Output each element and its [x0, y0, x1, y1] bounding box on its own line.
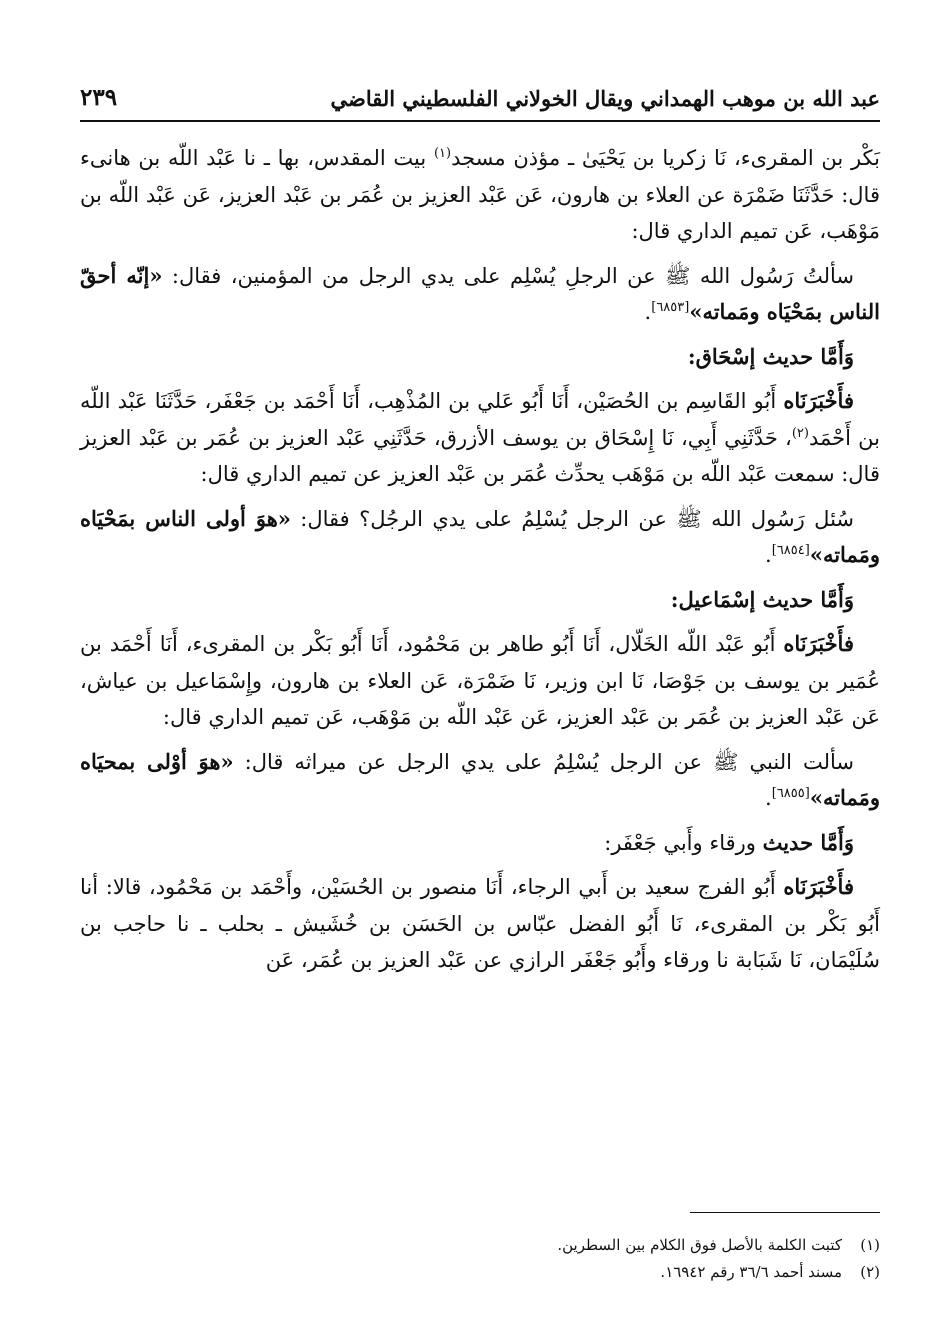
- text-span: سُئل رَسُول الله ﷺ عن الرجل يُسْلِمُ على يدي الرجُل؟ فقال:: [290, 506, 854, 531]
- paragraph-isnad-2: [80, 383, 880, 493]
- text-span: .: [765, 786, 772, 810]
- paragraph-isnad-4: [80, 869, 880, 979]
- lead-word: فأَخْبَرَنَاه: [783, 874, 854, 899]
- main-text: [80, 140, 880, 987]
- hadith-number: [٦٨٥٤]: [771, 543, 810, 558]
- footnotes: [80, 1232, 880, 1286]
- footnote-text: مسند أحمد ٣٦/٦ رقم ١٦٩٤٢.: [660, 1263, 842, 1281]
- text-span: أَبُو عَبْد اللّه الخَلّال، أَنَا أَبُو طاهر بن مَحْمُود، أَنَا أَبُو بَكْر بن المقرىء، أَنَا أَحْمَد بن عُمَير بن يوسف بن جَوْصَا، نَا ابن وزير، نَا ضَمْرَة، عَن العلاء بن هارون، وإِسْمَاعيل بن عياش، عَن عَبْد العزيز بن عُمَر بن عَبْد العزيز، عَن عَبْد اللّه بن مَوْهَب، عَن تميم الداري قال:: [80, 632, 880, 729]
- footnote-text: كتبت الكلمة بالأصل فوق الكلام بين السطرين.: [557, 1236, 842, 1254]
- hadith-quote: «هوَ أولى الناس بمَحْيَاه ومَماته»: [80, 505, 880, 567]
- hadith-quote: «إنّه أحقّ الناس بمَحْيَاه ومَماته»: [80, 262, 880, 324]
- text-span: سألتُ رَسُول الله ﷺ عن الرجلِ يُسْلِم على يدي الرجل من المؤمنين، فقال:: [162, 263, 854, 288]
- footnote-divider: [690, 1212, 880, 1213]
- text-span: بَكْر بن المقرىء، نَا زكريا بن يَحْيَىٰ ـ مؤذن مسجد: [451, 146, 880, 170]
- text-span: ، حَدَّثَنِي أَبِي، نَا إِسْحَاق بن يوسف الأزرق، حَدَّثَنِي عَبْد العزيز بن عُمَر بن عَبْد العزيز قال: سمعت عَبْد اللّه بن مَوْهَب يحدِّث عُمَر بن عَبْد العزيز عن تميم الداري قال:: [80, 425, 880, 486]
- footnote: [80, 1232, 880, 1259]
- footnote-number: (١): [860, 1236, 880, 1254]
- paragraph-isnad-3: [80, 626, 880, 736]
- footnote-ref: (١): [433, 146, 452, 161]
- text-span: .: [644, 300, 652, 324]
- heading-bold: وَأَمَّا حديث: [762, 829, 854, 855]
- lead-word: فأَخْبَرَنَاه: [783, 388, 854, 413]
- footnote-number: (٢): [860, 1263, 880, 1281]
- text-span: .: [765, 543, 772, 567]
- section-heading-warqa: [80, 825, 880, 862]
- footnote: [80, 1259, 880, 1286]
- hadith-number: [٦٨٥٣]: [651, 300, 690, 315]
- text-span: أَبُو القَاسِم بن الحُصَيْن، أَنَا أَبُو عَلي بن المُذْهِب، أَنَا أَحْمَد بن جَعْفَر، حَدَّثَنَا عَبْد اللّه بن أَحْمَد: [80, 389, 880, 450]
- page-header: [80, 82, 880, 122]
- section-heading-ismail: وَأَمَّا حديث إسْمَاعيل:: [670, 586, 854, 612]
- page-number: ٢٣٩: [80, 84, 118, 111]
- text-span: ورقاء وأَبي جَعْفَر:: [604, 830, 763, 855]
- paragraph-hadith-1: [80, 258, 880, 331]
- hadith-number: [٦٨٥٥]: [771, 786, 810, 801]
- running-title: عبد الله بن موهب الهمداني ويقال الخولاني الفلسطيني القاضي: [330, 86, 880, 111]
- paragraph-isnad-1: [80, 140, 880, 250]
- paragraph-hadith-2: [80, 501, 880, 574]
- text-span: أَبُو الفرج سعيد بن أَبي الرجاء، أَنَا منصور بن الحُسَيْن، وأَحْمَد بن مَحْمُود، قالا: أنا أَبُو بَكْر بن المقرىء، نَا أَبُو الفضل عبّاس بن الحَسَن بن خُشَيش ـ بحلب ـ نا حاجب بن سُلَيْمَان، نَا شَبَابة نا ورقاء وأَبُو جَعْفَر الرازي عن عَبْد العزيز بن عُمَر، عَن: [80, 875, 880, 972]
- lead-word: فأَخْبَرَنَاه: [783, 631, 854, 656]
- section-heading-ishaq: وَأَمَّا حديث إسْحَاق:: [687, 343, 854, 369]
- footnote-ref: (٢): [791, 425, 809, 441]
- text-span: بيت المقدس، بها ـ نا عَبْد اللّه بن هانىء قال: حَدَّثَنَا ضَمْرَة عن العلاء بن هارون، عَن عَبْد العزيز بن عُمَر بن عَبْد العزيز، عَن عَبْد اللّه بن مَوْهَب، عَن تميم الداري قال:: [80, 146, 880, 243]
- text-span: سألت النبي ﷺ عن الرجل يُسْلِمُ على يدي الرجل عن ميراثه قال:: [233, 749, 855, 774]
- paragraph-hadith-3: [80, 744, 880, 817]
- hadith-quote: «هوَ أوْلى بمحيَاه ومَماته»: [80, 748, 880, 810]
